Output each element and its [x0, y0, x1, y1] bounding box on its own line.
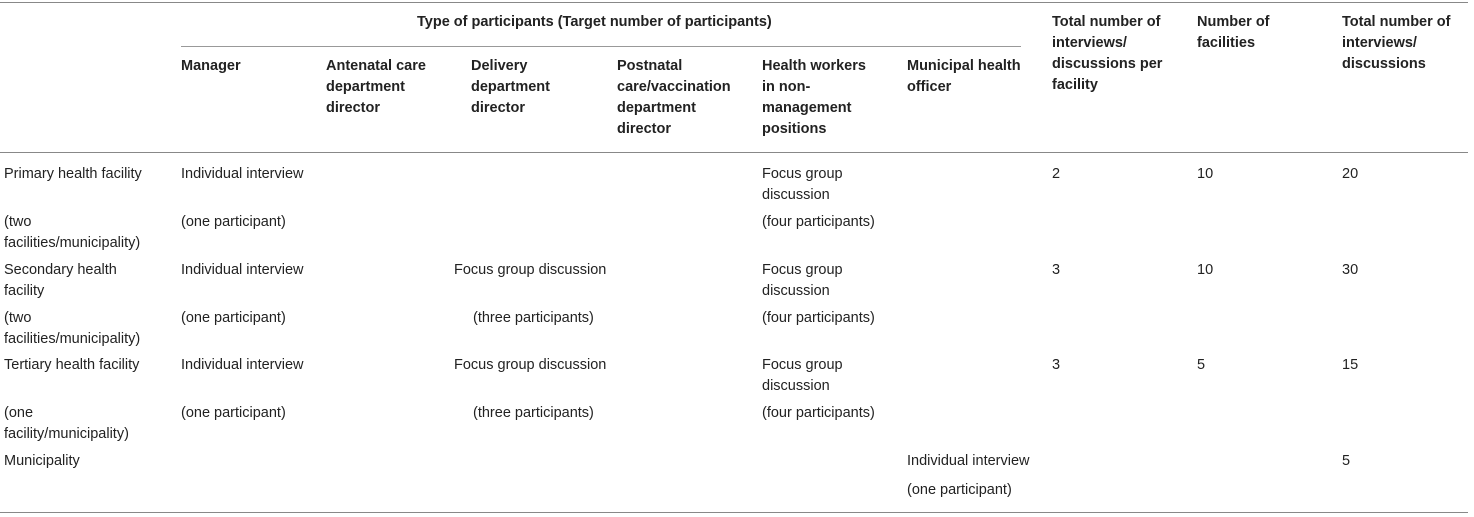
primary-health-workers-sub: (four participants): [762, 214, 875, 230]
tertiary-manager-sub: (one participant): [181, 405, 286, 421]
row-sublabel-primary: (two facilities/municipality): [4, 214, 141, 251]
secondary-dept-directors: Focus group discussion: [454, 262, 607, 278]
row-label-primary: Primary health facility: [4, 166, 142, 182]
tertiary-total: 15: [1342, 357, 1359, 373]
col-header-total: Total number of interviews/ discussions: [1342, 14, 1451, 72]
col-header-total-per-facility: Total number of interviews/ discussions per facility: [1052, 14, 1163, 93]
row-label-tertiary: Tertiary health facility: [4, 357, 140, 373]
header-bottom-rule: [0, 152, 1468, 153]
table-bottom-rule: [0, 512, 1468, 513]
tertiary-dept-directors: Focus group discussion: [454, 357, 607, 373]
table-top-rule: [0, 2, 1468, 3]
participants-group-header: Type of participants (Target number of participants): [417, 14, 772, 30]
col-header-health-workers: Health workers in non- management positions: [762, 58, 866, 137]
primary-facilities: 10: [1197, 166, 1214, 182]
secondary-per-facility: 3: [1052, 262, 1061, 278]
col-header-delivery: Delivery department director: [471, 58, 550, 116]
row-sublabel-secondary: (two facilities/municipality): [4, 310, 141, 347]
primary-total: 20: [1342, 166, 1359, 182]
primary-manager: Individual interview: [181, 166, 304, 182]
tertiary-facilities: 5: [1197, 357, 1206, 373]
municipality-total: 5: [1342, 453, 1351, 469]
municipality-officer: Individual interview: [907, 453, 1030, 469]
primary-manager-sub: (one participant): [181, 214, 286, 230]
secondary-total: 30: [1342, 262, 1359, 278]
col-header-postnatal: Postnatal care/vaccination department director: [617, 58, 731, 137]
primary-health-workers: Focus group discussion: [762, 166, 843, 203]
header-group-rule: [181, 46, 1021, 47]
col-header-municipal-officer: Municipal health officer: [907, 58, 1021, 95]
tertiary-health-workers: Focus group discussion: [762, 357, 843, 394]
tertiary-per-facility: 3: [1052, 357, 1061, 373]
tertiary-manager: Individual interview: [181, 357, 304, 373]
tertiary-health-workers-sub: (four participants): [762, 405, 875, 421]
secondary-dept-directors-sub: (three participants): [473, 310, 594, 326]
secondary-manager-sub: (one participant): [181, 310, 286, 326]
col-header-manager: Manager: [181, 58, 241, 74]
row-label-secondary: Secondary health facility: [4, 262, 117, 299]
col-header-num-facilities: Number of facilities: [1197, 14, 1270, 51]
row-sublabel-tertiary: (one facility/municipality): [4, 405, 129, 442]
secondary-health-workers-sub: (four participants): [762, 310, 875, 326]
tertiary-dept-directors-sub: (three participants): [473, 405, 594, 421]
primary-per-facility: 2: [1052, 166, 1061, 182]
secondary-manager: Individual interview: [181, 262, 304, 278]
row-label-municipality: Municipality: [4, 453, 80, 469]
secondary-facilities: 10: [1197, 262, 1214, 278]
secondary-health-workers: Focus group discussion: [762, 262, 843, 299]
col-header-antenatal: Antenatal care department director: [326, 58, 426, 116]
municipality-officer-sub: (one participant): [907, 482, 1012, 498]
